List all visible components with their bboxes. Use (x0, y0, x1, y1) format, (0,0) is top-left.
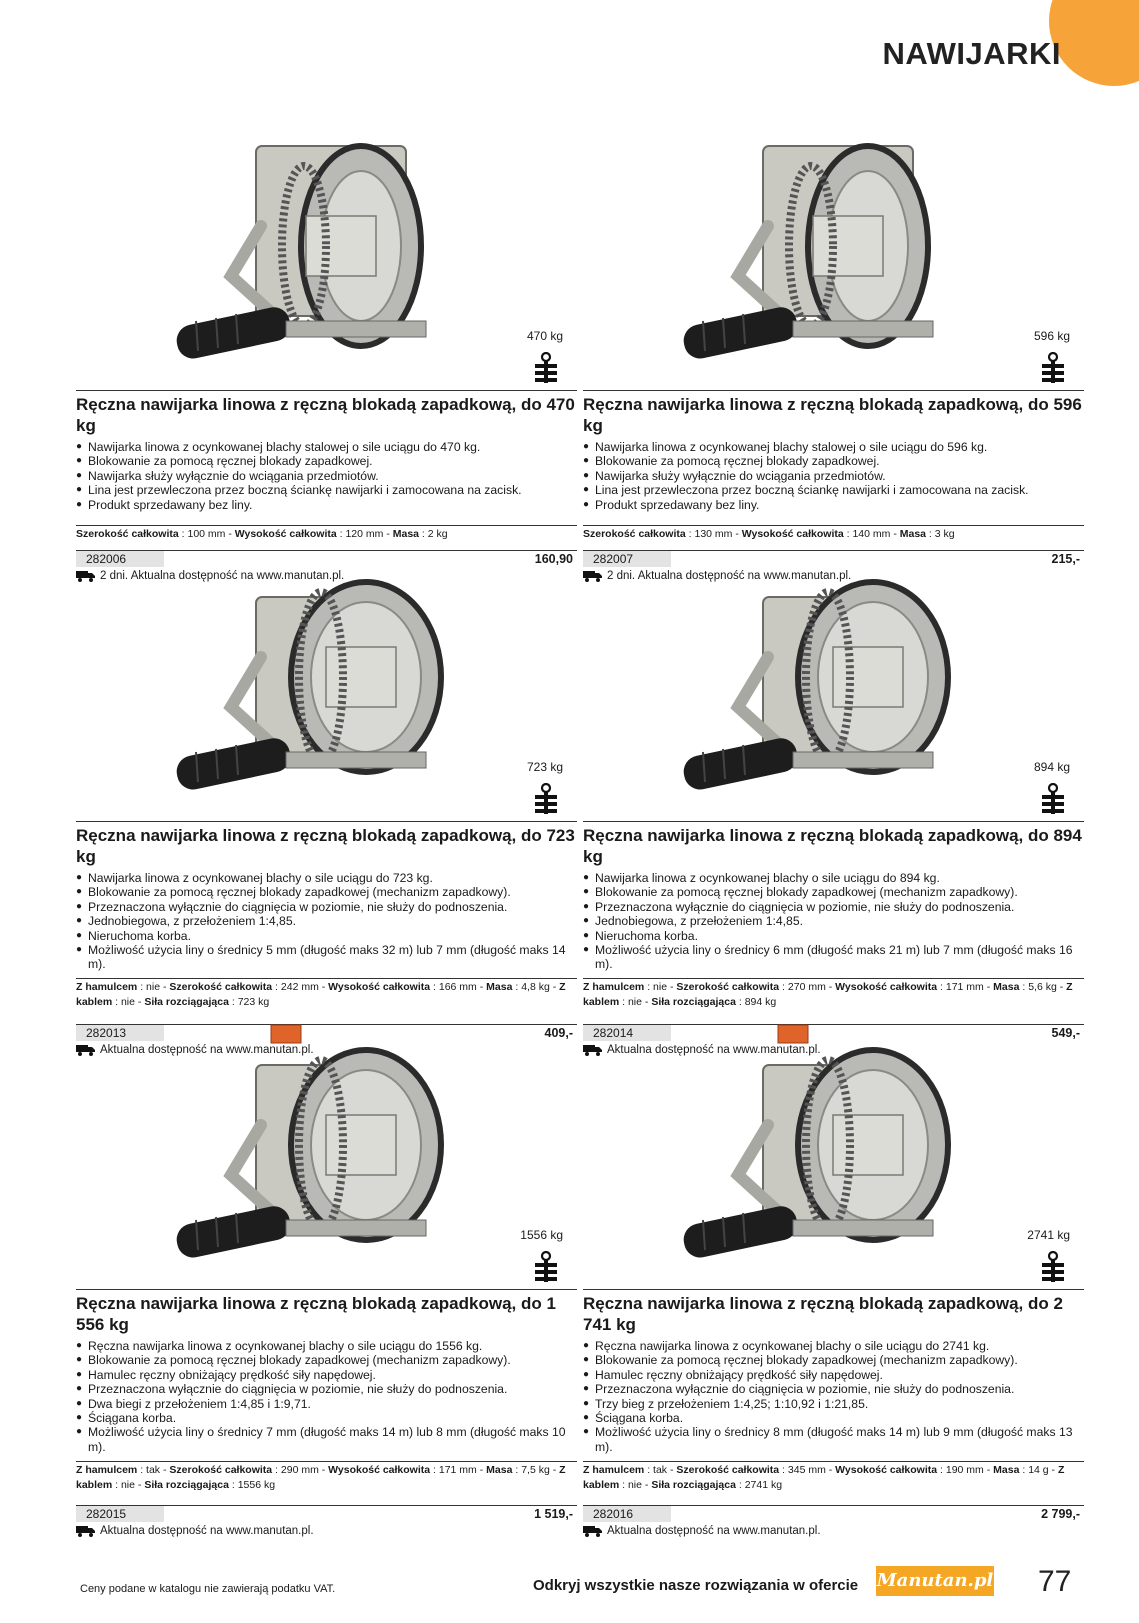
availability-text[interactable]: Aktualna dostępność na www.manutan.pl. (100, 1044, 314, 1056)
feature-item: ● Nawijarka służy wyłącznie do wciągania przedmiotów. (76, 469, 577, 483)
product-image[interactable] (136, 537, 506, 817)
feature-item: ● Nawijarka linowa z ocynkowanej blachy stalowej o sile uciągu do 470 kg. (76, 440, 577, 454)
product-title: Ręczna nawijarka linowa z ręczną blokadą zapadkową, do 2 741 kg (583, 1294, 1063, 1334)
product-card (583, 1005, 1084, 1537)
weight-capacity-icon (533, 1251, 559, 1285)
price-row (76, 1505, 577, 1522)
feature-list (583, 871, 1084, 972)
spec-value: 270 mm (787, 981, 826, 993)
feature-item: ● Ściągana korba. (76, 1411, 577, 1425)
spec-label: Masa (899, 528, 927, 540)
feature-list (76, 871, 577, 972)
sku-code[interactable]: 282014 (583, 1025, 671, 1041)
feature-item: ● Blokowanie za pomocą ręcznej blokady zapadkowej. (583, 454, 1084, 468)
spec-label: Masa (993, 1464, 1020, 1476)
spec-label: Z hamulcem (76, 1464, 138, 1476)
feature-item: ● Nieruchoma korba. (583, 929, 1084, 943)
spec-value: 5,6 kg (1028, 981, 1057, 993)
product-title: Ręczna nawijarka linowa z ręczną blokadą zapadkową, do 596 kg (583, 395, 1082, 435)
feature-item: ● Przeznaczona wyłącznie do ciągnięcia w poziomie, nie służy do podnoszenia. (76, 900, 577, 914)
feature-item: ● Lina jest przewleczona przez boczną ściankę nawijarki i zamocowana na zacisk. (76, 483, 577, 497)
spec-label: Z hamulcem (76, 981, 138, 993)
spec-line: Z hamulcem : nie - Szerokość całkowita : 242 mm - Wysokość całkowita : 166 mm - Masa : 4,8 kg - Z kablem : nie - Siła rozciągająca : 723 kg (76, 981, 566, 1008)
spec-value: tak (653, 1464, 668, 1476)
product-card (76, 106, 577, 586)
delivery-truck-icon (583, 1525, 603, 1537)
spec-label: Szerokość całkowita (169, 1464, 273, 1476)
feature-item: ● Nawijarka linowa z ocynkowanej blachy o sile uciągu do 894 kg. (583, 871, 1084, 885)
sku-code[interactable]: 282007 (583, 551, 671, 567)
title-divider (76, 821, 577, 822)
spec-value: 130 mm (694, 528, 733, 540)
spec-value: 100 mm (187, 528, 226, 540)
weight-capacity-icon (1040, 352, 1066, 386)
spec-label: Z kablem (76, 1464, 566, 1491)
feature-item: ● Nawijarka linowa z ocynkowanej blachy o sile uciągu do 723 kg. (76, 871, 577, 885)
spec-value: 2741 kg (744, 1479, 783, 1491)
capacity-label: 596 kg (1033, 329, 1070, 343)
spec-value: 166 mm (438, 981, 477, 993)
spec-value: 4,8 kg (521, 981, 550, 993)
price-value: 160,90 (534, 552, 573, 566)
spec-label: Wysokość całkowita (835, 1464, 938, 1476)
spec-label: Masa (486, 1464, 513, 1476)
price-value: 215,- (1051, 552, 1080, 566)
feature-item: ● Lina jest przewleczona przez boczną ściankę nawijarki i zamocowana na zacisk. (583, 483, 1084, 497)
feature-item: ● Ręczna nawijarka linowa z ocynkowanej blachy o sile uciągu do 2741 kg. (583, 1339, 1084, 1353)
spec-value: nie (146, 981, 161, 993)
feature-item: ● Możliwość użycia liny o średnicy 7 mm (długość maks 14 m) lub 8 mm (długość maks 10 m). (76, 1425, 577, 1454)
price-row (583, 1505, 1084, 1522)
spec-label: Z hamulcem (583, 981, 645, 993)
spec-value: 190 mm (945, 1464, 984, 1476)
spec-value: 171 mm (438, 1464, 477, 1476)
spec-label: Siła rozciągająca (651, 1479, 736, 1491)
specs-divider (76, 525, 577, 526)
spec-line: Z hamulcem : tak - Szerokość całkowita : 290 mm - Wysokość całkowita : 171 mm - Masa : 7,5 kg - Z kablem : nie - Siła rozciągająca : 1556 kg (76, 1464, 566, 1491)
spec-line: Szerokość całkowita : 100 mm - Wysokość całkowita : 120 mm - Masa : 2 kg (76, 528, 448, 540)
product-title: Ręczna nawijarka linowa z ręczną blokadą zapadkową, do 723 kg (76, 826, 575, 866)
capacity-label: 470 kg (526, 329, 563, 343)
spec-line: Szerokość całkowita : 130 mm - Wysokość całkowita : 140 mm - Masa : 3 kg (583, 528, 955, 540)
spec-label: Z hamulcem (583, 1464, 645, 1476)
feature-item: ● Możliwość użycia liny o średnicy 5 mm (długość maks 32 m) lub 7 mm (długość maks 14 m). (76, 943, 577, 972)
product-title: Ręczna nawijarka linowa z ręczną blokadą zapadkową, do 894 kg (583, 826, 1082, 866)
availability-text[interactable]: Aktualna dostępność na www.manutan.pl. (607, 1044, 821, 1056)
feature-list (583, 1339, 1084, 1454)
spec-label: Wysokość całkowita (328, 1464, 431, 1476)
feature-item: ● Ściągana korba. (583, 1411, 1084, 1425)
product-image[interactable] (643, 106, 1013, 386)
price-value: 409,- (544, 1026, 573, 1040)
specs-divider (76, 978, 577, 979)
spec-value: nie (653, 981, 668, 993)
feature-item: ● Jednobiegowa, z przełożeniem 1:4,85. (583, 914, 1084, 928)
price-value: 1 519,- (534, 1507, 573, 1521)
price-value: 549,- (1051, 1026, 1080, 1040)
product-card (76, 1005, 577, 1537)
spec-label: Szerokość całkowita (169, 981, 273, 993)
spec-label: Siła rozciągająca (651, 996, 736, 1008)
specs-divider (583, 525, 1084, 526)
delivery-truck-icon (76, 1525, 96, 1537)
specs-divider (76, 1461, 577, 1462)
title-divider (583, 390, 1084, 391)
vat-note: Ceny podane w katalogu nie zawierają podatku VAT. (80, 1583, 336, 1595)
feature-item: ● Trzy bieg z przełożeniem 1:4,25; 1:10,92 i 1:21,85. (583, 1397, 1084, 1411)
availability-line (583, 1524, 1084, 1538)
availability-line (76, 1524, 577, 1538)
product-title: Ręczna nawijarka linowa z ręczną blokadą zapadkową, do 470 kg (76, 395, 575, 435)
capacity-label: 1556 kg (520, 1228, 563, 1242)
feature-item: ● Nawijarka linowa z ocynkowanej blachy stalowej o sile uciągu do 596 kg. (583, 440, 1084, 454)
product-card (583, 106, 1084, 586)
spec-value: 140 mm (852, 528, 891, 540)
feature-item: ● Przeznaczona wyłącznie do ciągnięcia w poziomie, nie służy do podnoszenia. (76, 1382, 577, 1396)
feature-item: ● Produkt sprzedawany bez liny. (76, 498, 577, 512)
feature-item: ● Dwa biegi z przełożeniem 1:4,85 i 1:9,71. (76, 1397, 577, 1411)
feature-item: ● Blokowanie za pomocą ręcznej blokady zapadkowej (mechanizm zapadkowy). (583, 885, 1084, 899)
spec-value: 171 mm (945, 981, 984, 993)
spec-value: 3 kg (934, 528, 955, 540)
spec-value: 894 kg (744, 996, 777, 1008)
sku-code[interactable]: 282015 (76, 1506, 164, 1522)
specs-divider (583, 1461, 1084, 1462)
spec-value: 345 mm (787, 1464, 826, 1476)
spec-value: 7,5 kg (521, 1464, 550, 1476)
feature-item: ● Przeznaczona wyłącznie do ciągnięcia w poziomie, nie służy do podnoszenia. (583, 1382, 1084, 1396)
feature-list (76, 440, 577, 512)
product-image[interactable] (136, 1005, 506, 1285)
capacity-label: 2741 kg (1027, 1228, 1070, 1242)
spec-value: 242 mm (280, 981, 319, 993)
feature-item: ● Ręczna nawijarka linowa z ocynkowanej blachy o sile uciągu do 1556 kg. (76, 1339, 577, 1353)
availability-text[interactable]: 2 dni. Aktualna dostępność na www.manutan.pl. (607, 570, 852, 582)
title-divider (76, 390, 577, 391)
weight-capacity-icon (533, 783, 559, 817)
corner-accent-circle (1049, 0, 1139, 86)
availability-text[interactable]: Aktualna dostępność na www.manutan.pl. (100, 1525, 314, 1537)
feature-item: ● Blokowanie za pomocą ręcznej blokady zapadkowej (mechanizm zapadkowy). (76, 1353, 577, 1367)
spec-value: tak (146, 1464, 161, 1476)
feature-item: ● Blokowanie za pomocą ręcznej blokady zapadkowej (mechanizm zapadkowy). (76, 885, 577, 899)
capacity-label: 894 kg (1033, 760, 1070, 774)
availability-text[interactable]: Aktualna dostępność na www.manutan.pl. (607, 1525, 821, 1537)
spec-label: Szerokość całkowita (583, 528, 686, 540)
spec-value: 120 mm (345, 528, 384, 540)
feature-list (583, 440, 1084, 512)
weight-capacity-icon (1040, 1251, 1066, 1285)
spec-label: Masa (993, 981, 1020, 993)
manutan-logo[interactable] (876, 1566, 994, 1596)
feature-item: ● Hamulec ręczny obniżający prędkość siły napędowej. (583, 1368, 1084, 1382)
spec-label: Z kablem (76, 981, 566, 1008)
price-value: 2 799,- (1041, 1507, 1080, 1521)
spec-value: nie (120, 996, 135, 1008)
spec-label: Wysokość całkowita (741, 528, 844, 540)
spec-value: nie (120, 1479, 135, 1491)
spec-value: 14 g (1028, 1464, 1049, 1476)
title-divider (583, 1289, 1084, 1290)
sku-code[interactable]: 282013 (76, 1025, 164, 1041)
footer-cta: Odkryj wszystkie nasze rozwiązania w ofercie (533, 1577, 859, 1594)
spec-label: Wysokość całkowita (328, 981, 431, 993)
product-card (583, 537, 1084, 1056)
spec-label: Wysokość całkowita (835, 981, 938, 993)
page-title: NAWIJARKI (882, 36, 1061, 71)
spec-label: Siła rozciągająca (144, 1479, 229, 1491)
feature-item: ● Blokowanie za pomocą ręcznej blokady zapadkowej (mechanizm zapadkowy). (583, 1353, 1084, 1367)
feature-item: ● Produkt sprzedawany bez liny. (583, 498, 1084, 512)
feature-item: ● Blokowanie za pomocą ręcznej blokady zapadkowej. (76, 454, 577, 468)
spec-label: Masa (392, 528, 420, 540)
spec-line: Z hamulcem : tak - Szerokość całkowita : 345 mm - Wysokość całkowita : 190 mm - Masa : 14 g - Z kablem : nie - Siła rozciągająca : 2741 kg (583, 1464, 1065, 1491)
spec-label: Z kablem (583, 1464, 1065, 1491)
spec-value: nie (627, 996, 642, 1008)
spec-value: 2 kg (427, 528, 448, 540)
sku-code[interactable]: 282016 (583, 1506, 671, 1522)
title-divider (76, 1289, 577, 1290)
spec-label: Siła rozciągająca (144, 996, 229, 1008)
spec-line: Z hamulcem : nie - Szerokość całkowita : 270 mm - Wysokość całkowita : 171 mm - Masa : 5,6 kg - Z kablem : nie - Siła rozciągająca : 894 kg (583, 981, 1073, 1008)
sku-code[interactable]: 282006 (76, 551, 164, 567)
spec-value: 723 kg (237, 996, 270, 1008)
spec-label: Szerokość całkowita (676, 981, 780, 993)
feature-item: ● Przeznaczona wyłącznie do ciągnięcia w poziomie, nie służy do podnoszenia. (583, 900, 1084, 914)
feature-list (76, 1339, 577, 1454)
specs-divider (583, 978, 1084, 979)
product-title: Ręczna nawijarka linowa z ręczną blokadą zapadkową, do 1 556 kg (76, 1294, 556, 1334)
spec-label: Wysokość całkowita (234, 528, 337, 540)
weight-capacity-icon (1040, 783, 1066, 817)
spec-label: Szerokość całkowita (676, 1464, 780, 1476)
weight-capacity-icon (533, 352, 559, 386)
product-card (76, 537, 577, 1056)
spec-value: nie (627, 1479, 642, 1491)
feature-item: ● Jednobiegowa, z przełożeniem 1:4,85. (76, 914, 577, 928)
product-image[interactable] (643, 1005, 1013, 1285)
spec-label: Szerokość całkowita (76, 528, 179, 540)
feature-item: ● Możliwość użycia liny o średnicy 6 mm (długość maks 21 m) lub 7 mm (długość maks 16 m). (583, 943, 1084, 972)
spec-label: Masa (486, 981, 513, 993)
feature-item: ● Możliwość użycia liny o średnicy 8 mm (długość maks 14 m) lub 9 mm (długość maks 13 m). (583, 1425, 1084, 1454)
feature-item: ● Nieruchoma korba. (76, 929, 577, 943)
spec-label: Z kablem (583, 981, 1073, 1008)
product-image[interactable] (643, 537, 1013, 817)
availability-text[interactable]: 2 dni. Aktualna dostępność na www.manutan.pl. (100, 570, 345, 582)
title-divider (583, 821, 1084, 822)
page-number: 77 (1038, 1565, 1072, 1598)
product-image[interactable] (136, 106, 506, 386)
feature-item: ● Hamulec ręczny obniżający prędkość siły napędowej. (76, 1368, 577, 1382)
spec-value: 1556 kg (237, 1479, 276, 1491)
spec-value: 290 mm (280, 1464, 319, 1476)
feature-item: ● Nawijarka służy wyłącznie do wciągania przedmiotów. (583, 469, 1084, 483)
capacity-label: 723 kg (526, 760, 563, 774)
logo-text: Manutan.pl (876, 1570, 994, 1591)
